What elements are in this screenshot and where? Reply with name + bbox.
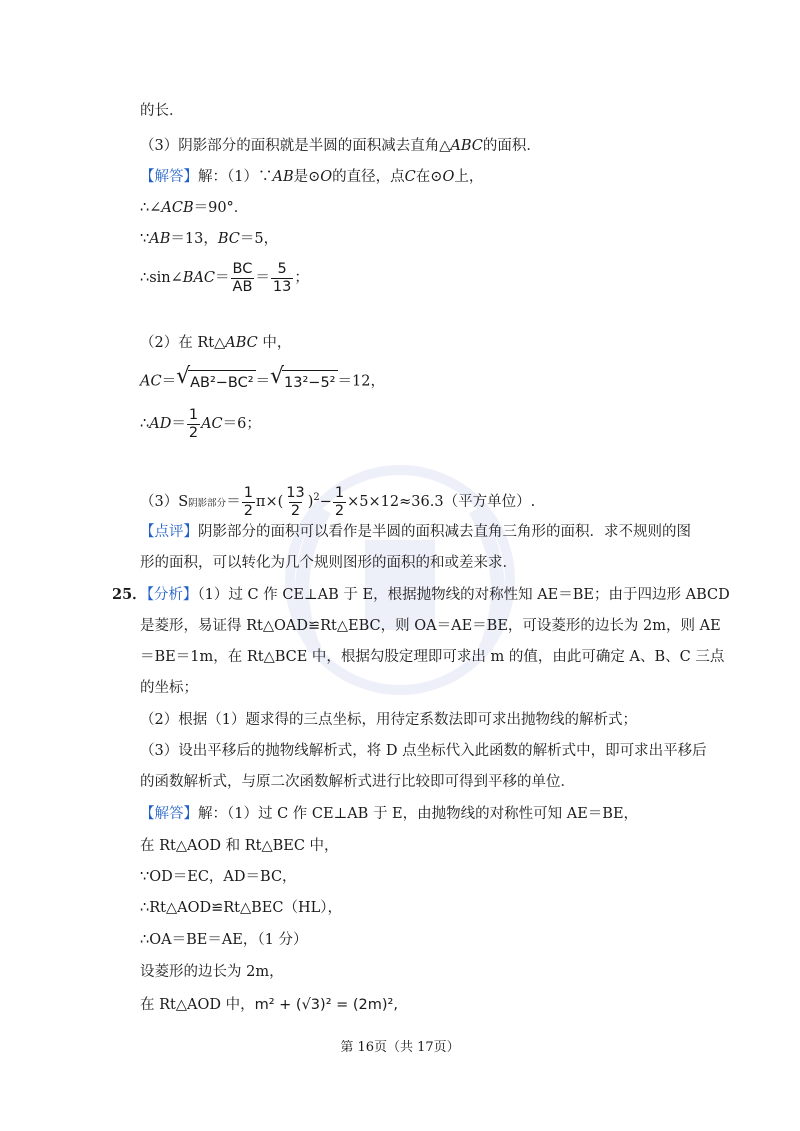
formula-area: （3）S阴影部分＝ $\frac{1}{2}$ π×( $\frac{13}{2}$ )$^2$− $\frac{1}{2}$ ×5×12≈36.3（平方单位）. xyxy=(140,485,536,519)
page-footer: 第 16页（共 17页） xyxy=(340,1040,460,1055)
text-line: ∴OA＝BE＝AE，（1 分） xyxy=(140,932,308,948)
answer-tag: 【解答】 xyxy=(140,169,198,185)
text-line: ∵OD＝EC，AD＝BC， xyxy=(140,869,297,885)
comment-tag: 【点评】 xyxy=(140,524,198,540)
comment-line: 【点评】阴影部分的面积可以看作是半圆的面积减去直角三角形的面积．求不规则的图 xyxy=(140,524,691,540)
text-line: 在 Rt△AOD 和 Rt△BEC 中， xyxy=(140,838,339,854)
text-line: ∴∠ACB＝90°． xyxy=(140,200,249,216)
analysis-tag: 【分析】 xyxy=(146,587,198,603)
text-line: ∴Rt△AOD≌Rt△BEC（HL）， xyxy=(140,900,343,916)
text-line: 形的面积，可以转化为几个规则图形的面积的和或差来求． xyxy=(140,555,517,571)
text-line: 的函数解析式，与原二次函数解析式进行比较即可得到平移的单位． xyxy=(140,774,575,790)
question-number: 25． xyxy=(112,586,147,603)
analysis-line: 25．【分析】（1）过 C 作 CE⊥AB 于 E，根据抛物线的对称性知 AE＝BE；由于四边形 ABCD xyxy=(112,586,730,603)
answer-tag: 【解答】 xyxy=(140,806,198,822)
text-line: （2）在 Rt△ABC 中， xyxy=(140,335,292,351)
text-line: 的长． xyxy=(140,103,184,119)
text-line: （2）根据（1）题求得的三点坐标，用待定系数法即可求出抛物线的解析式； xyxy=(140,712,637,728)
text-line: ＝BE＝1m，在 Rt△BCE 中，根据勾股定理即可求出 m 的值，由此可确定 A、B、C 三点 xyxy=(140,649,725,665)
formula-ad: ∴AD＝ $\frac{1}{2}$ AC＝6； xyxy=(140,407,261,441)
formula-ac: AC＝ √ AB²−BC² ＝ √ 13²−5² ＝12， xyxy=(140,364,385,391)
answer-line: 【解答】解：（1）∵AB是⊙O的直径，点C在⊙O上， xyxy=(140,169,484,185)
answer-line: 【解答】解：（1）过 C 作 CE⊥AB 于 E，由抛物线的对称性可知 AE＝BE， xyxy=(140,806,639,822)
formula-rhombus: 在 Rt△AOD 中，m² + (√3)² = (2m)², xyxy=(140,997,398,1013)
text-line: 是菱形，易证得 Rt△OAD≌Rt△EBC，则 OA＝AE＝BE，可设菱形的边长为 2m，则 AE xyxy=(140,618,721,634)
text-line: （3）设出平移后的抛物线解析式，将 D 点坐标代入此函数的解析式中，即可求出平移后 xyxy=(140,743,707,759)
text-line: （3）阴影部分的面积就是半圆的面积减去直角△ABC的面积． xyxy=(140,138,541,154)
text-line: 的坐标； xyxy=(140,680,198,696)
text-line: ∵AB＝13，BC＝5， xyxy=(140,231,279,247)
formula-sin: ∴sin∠BAC＝ $\frac{BC}{AB}$ ＝ $\frac{5}{13}$ ； xyxy=(140,261,309,295)
text-line: 设菱形的边长为 2m， xyxy=(140,964,284,980)
